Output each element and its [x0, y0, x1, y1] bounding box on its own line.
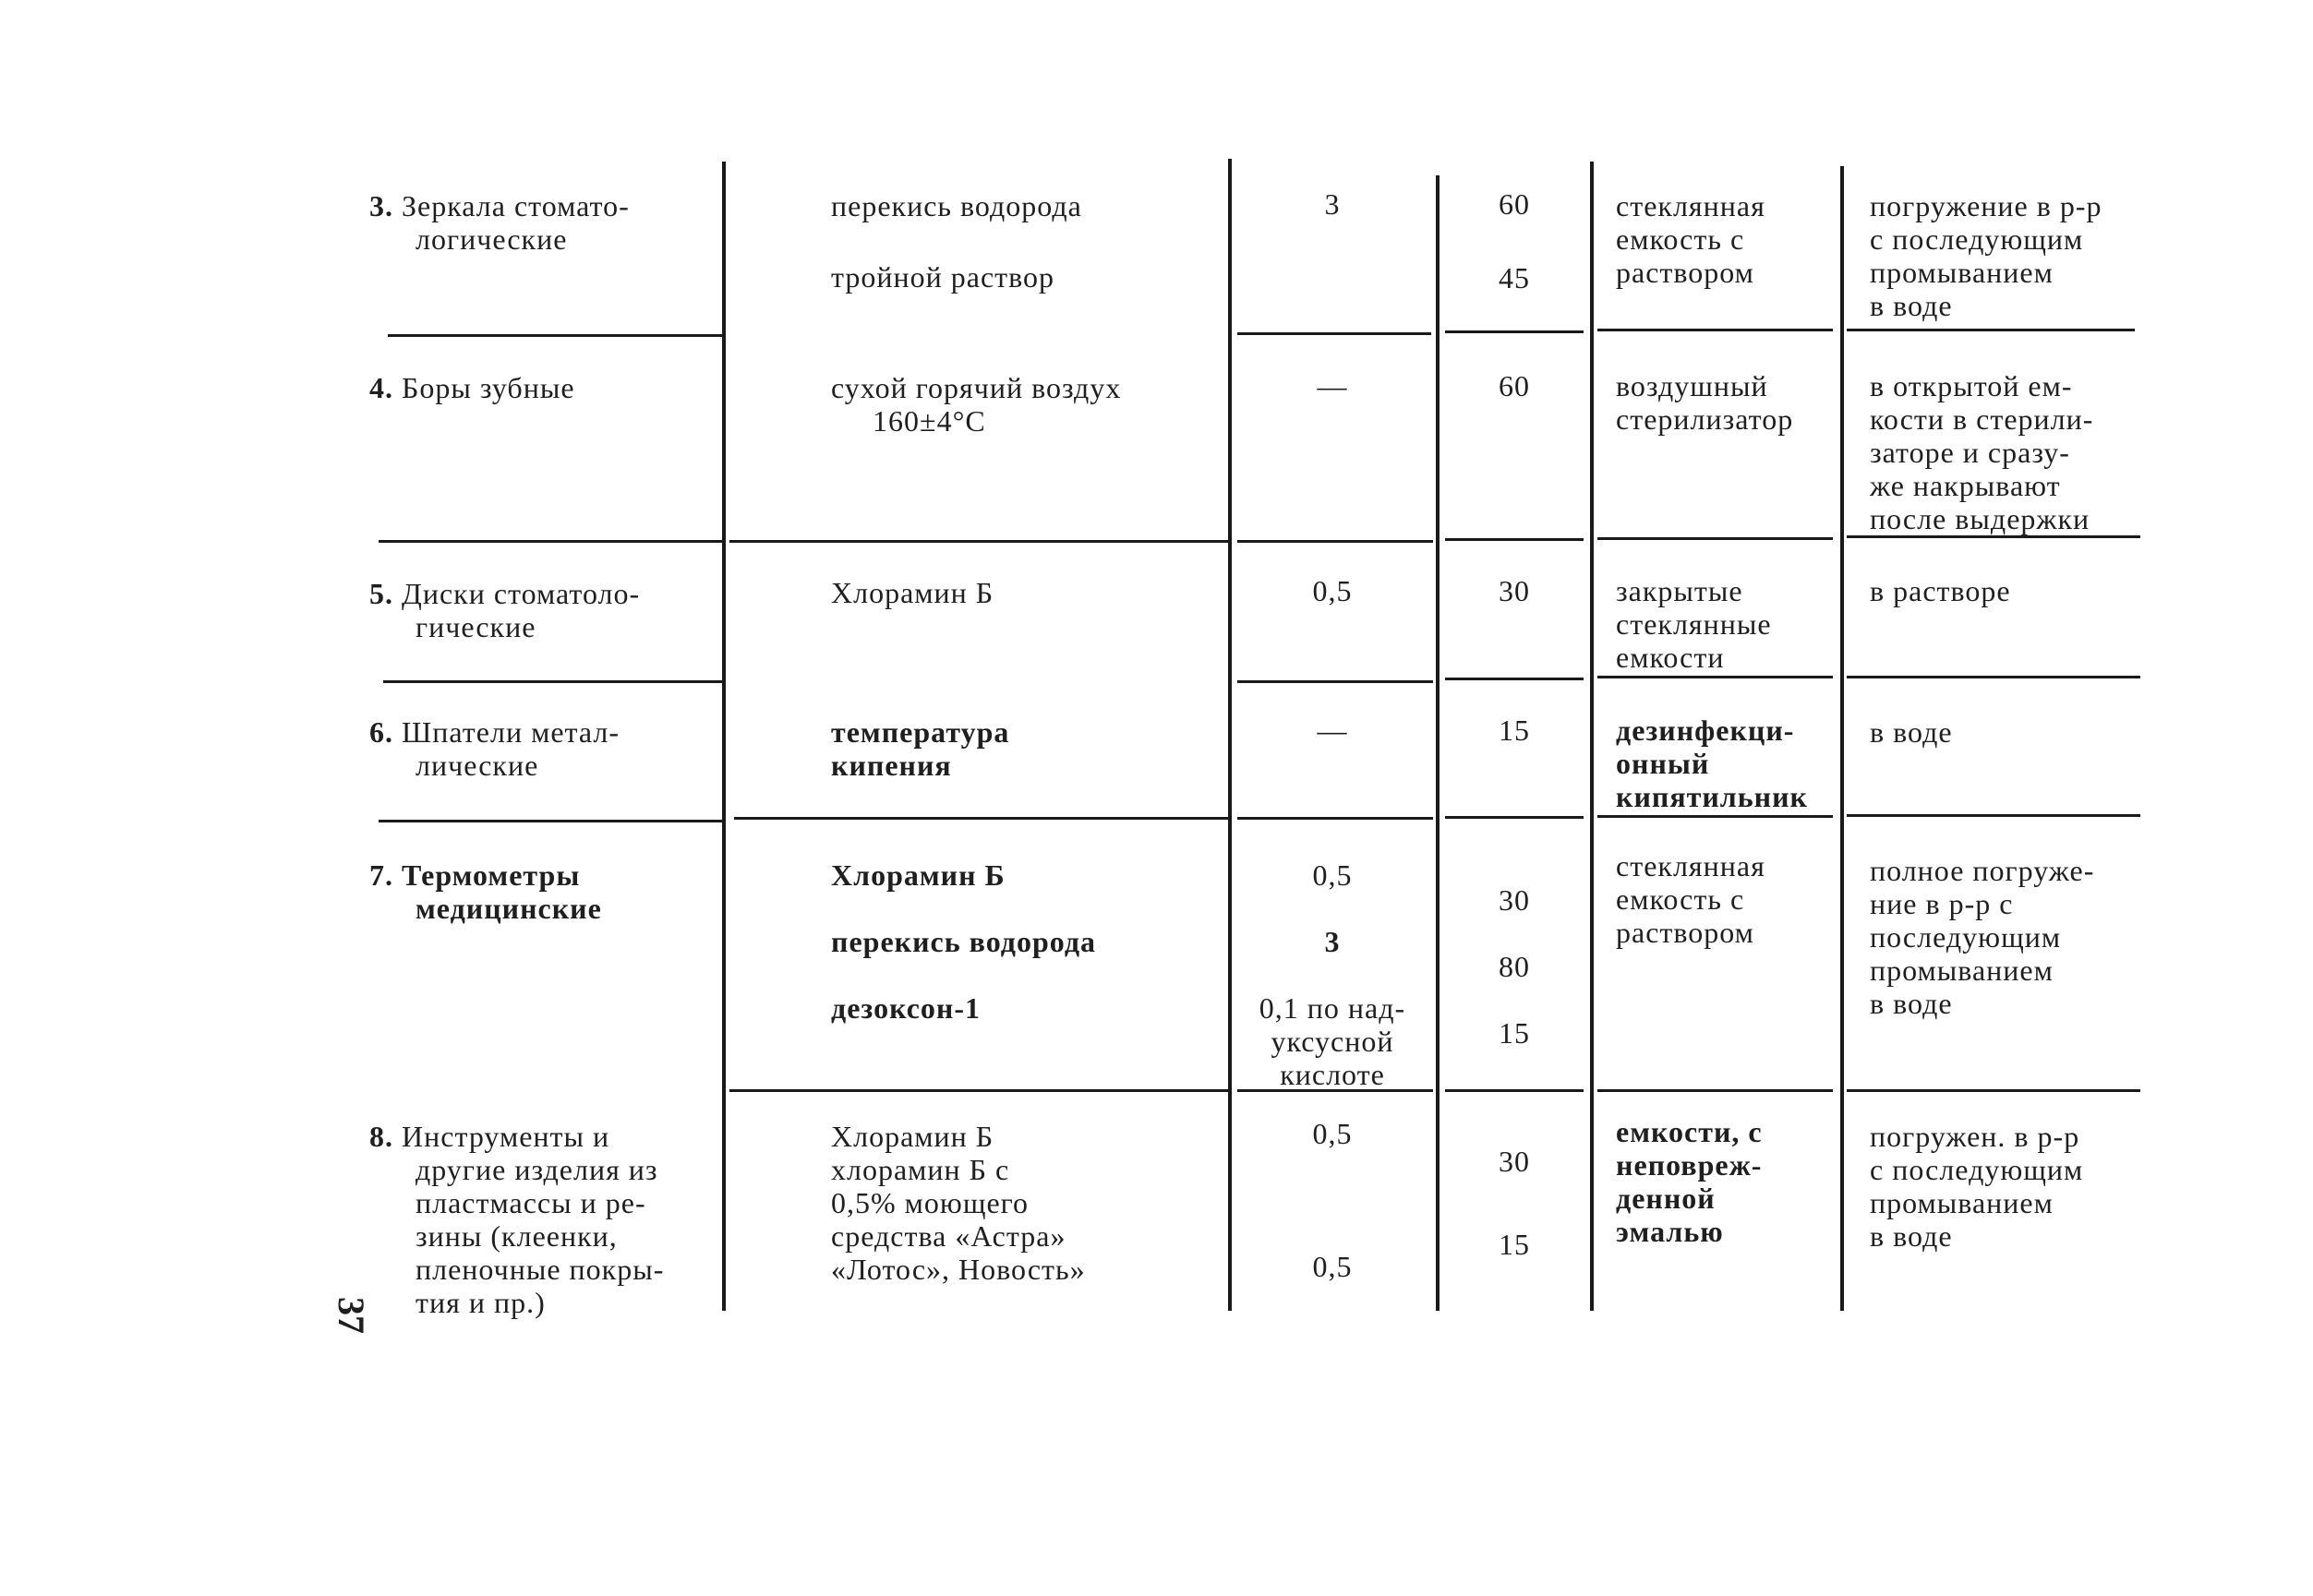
conditions-line: после выдержки	[1870, 502, 2090, 535]
name-line: Зеркала стомато-	[402, 189, 630, 222]
row-rule	[379, 540, 722, 543]
name-line: Диски стоматоло-	[402, 577, 641, 610]
name-line: зины (клеенки,	[416, 1219, 618, 1253]
concentration-line: —	[1317, 714, 1348, 747]
container-line: стеклянная	[1616, 849, 1765, 882]
row-rule	[1597, 537, 1833, 540]
concentration-line: 0,5	[1312, 1250, 1353, 1283]
page-number: 37	[331, 1297, 372, 1334]
container-line: раствором	[1616, 916, 1754, 949]
row-5-conditions	[1870, 574, 2156, 607]
conditions-line: погружение в р-р	[1870, 189, 2102, 222]
row-rule	[379, 820, 722, 822]
time-line: 80	[1499, 950, 1530, 983]
row-rule	[1597, 815, 1833, 818]
time-line: 30	[1499, 1145, 1530, 1178]
row-rule	[734, 817, 1228, 820]
name-line: Шпатели метал-	[402, 715, 620, 749]
concentration-line: 0,5	[1312, 1117, 1353, 1150]
method-line: температура	[831, 715, 1010, 749]
row-3-container	[1616, 189, 1828, 289]
row-rule	[1597, 329, 1833, 331]
column-rule-4	[1590, 162, 1594, 1311]
row-6-conditions	[1870, 715, 2156, 749]
row-rule	[1237, 332, 1431, 335]
row-rule	[1445, 1089, 1584, 1092]
row-3-conditions	[1870, 189, 2156, 322]
method-line: Хлорамин Б	[831, 858, 1006, 892]
name-line: Боры зубные	[402, 371, 575, 404]
name-line: пластмассы и ре-	[416, 1186, 646, 1219]
container-line: емкость с	[1616, 882, 1745, 916]
container-line: емкости, с	[1616, 1115, 1763, 1148]
method-line: дезоксон-1	[831, 991, 981, 1025]
column-rule-3	[1436, 175, 1440, 1311]
row-number: 4.	[369, 371, 393, 404]
row-rule	[1237, 680, 1433, 683]
time-line: 60	[1499, 369, 1530, 402]
conditions-line: в воде	[1870, 289, 1953, 322]
row-7-conditions	[1870, 854, 2156, 1020]
container-line: стеклянная	[1616, 189, 1765, 222]
conditions-line: в воде	[1870, 1219, 1953, 1253]
time-line: 15	[1499, 1016, 1530, 1050]
method-line: Хлорамин Б	[831, 1120, 994, 1153]
concentration-line: 0,5	[1312, 574, 1353, 607]
conditions-line: заторе и сразу-	[1870, 436, 2070, 469]
row-8-concentration	[1235, 1117, 1429, 1283]
row-7-container	[1616, 849, 1828, 949]
conditions-line: ние в р-р с	[1870, 887, 2014, 920]
name-line: Инструменты и	[402, 1120, 610, 1153]
row-8-container	[1616, 1115, 1828, 1248]
row-6-container	[1616, 714, 1828, 813]
row-3-time	[1450, 187, 1579, 294]
row-5-time	[1450, 574, 1579, 607]
time-line: 15	[1499, 1228, 1530, 1261]
row-rule	[729, 1089, 1228, 1092]
row-7-time	[1450, 883, 1579, 1050]
container-line: емкости	[1616, 641, 1725, 674]
row-4-concentration	[1235, 369, 1429, 402]
row-number: 3.	[369, 189, 393, 222]
concentration-line: уксусной	[1271, 1025, 1394, 1058]
row-6-method	[831, 715, 1210, 782]
container-line: денной	[1616, 1182, 1716, 1215]
conditions-line: в растворе	[1870, 574, 2011, 607]
container-line: воздушный	[1616, 369, 1768, 402]
container-line: эмалью	[1616, 1215, 1724, 1248]
row-rule	[1237, 817, 1433, 820]
name-line: тия и пр.)	[416, 1286, 546, 1319]
method-line: «Лотос», Новость»	[831, 1253, 1086, 1286]
conditions-line: последующим	[1870, 920, 2062, 954]
row-7-name	[369, 858, 706, 925]
row-number: 7.	[369, 858, 393, 892]
method-line: тройной раствор	[831, 260, 1055, 294]
time-line: 15	[1499, 714, 1530, 747]
row-4-time	[1450, 369, 1579, 402]
container-line: стеклянные	[1616, 607, 1772, 641]
concentration-line: 0,5	[1312, 858, 1353, 892]
column-rule-1	[722, 162, 726, 1311]
row-7-concentration	[1235, 858, 1429, 1091]
row-6-name	[369, 715, 706, 782]
conditions-line: с последующим	[1870, 1153, 2084, 1186]
row-rule	[1597, 676, 1833, 678]
conditions-line: же накрывают	[1870, 469, 2061, 502]
row-8-conditions	[1870, 1120, 2156, 1253]
row-rule	[1237, 540, 1433, 543]
container-line: онный	[1616, 747, 1710, 780]
container-line: емкость с	[1616, 222, 1745, 256]
conditions-line: погружен. в р-р	[1870, 1120, 2080, 1153]
time-line: 30	[1499, 574, 1530, 607]
row-rule	[383, 680, 722, 683]
concentration-line: —	[1317, 369, 1348, 402]
name-line: логические	[416, 222, 568, 256]
row-8-method	[831, 1120, 1210, 1286]
row-5-concentration	[1235, 574, 1429, 607]
concentration-line: 0,1 по над-	[1259, 991, 1406, 1025]
name-line: пленочные покры-	[416, 1253, 665, 1286]
method-line: 160±4°С	[873, 404, 986, 438]
concentration-line: 3	[1324, 925, 1341, 958]
container-line: раствором	[1616, 256, 1754, 289]
row-3-concentration	[1235, 187, 1429, 221]
conditions-line: промыванием	[1870, 256, 2054, 289]
row-4-container	[1616, 369, 1828, 436]
conditions-line: кости в стерили-	[1870, 402, 2094, 436]
row-rule	[1445, 678, 1584, 680]
row-rule	[388, 334, 722, 337]
conditions-line: в воде	[1870, 987, 1953, 1020]
method-line: средства «Астра»	[831, 1219, 1066, 1253]
row-rule	[1847, 814, 2140, 817]
row-8-name	[369, 1120, 706, 1319]
row-8-time	[1450, 1145, 1579, 1261]
conditions-line: в открытой ем-	[1870, 369, 2073, 402]
row-4-name	[369, 371, 706, 404]
conditions-line: промыванием	[1870, 954, 2054, 987]
row-number: 5.	[369, 577, 393, 610]
container-line: неповреж-	[1616, 1148, 1763, 1182]
row-rule	[1847, 535, 2140, 538]
container-line: стерилизатор	[1616, 402, 1794, 436]
row-rule	[1847, 1089, 2140, 1092]
row-rule	[729, 540, 1228, 543]
conditions-line: промыванием	[1870, 1186, 2054, 1219]
row-4-method	[831, 371, 1210, 438]
row-5-container	[1616, 574, 1828, 674]
method-line: сухой горячий воздух	[831, 371, 1122, 404]
method-line: перекись водорода	[831, 925, 1097, 958]
name-line: медицинские	[416, 892, 602, 925]
row-rule	[1445, 816, 1584, 819]
concentration-line: кислоте	[1280, 1058, 1385, 1091]
row-rule	[1847, 676, 2140, 678]
method-line: хлорамин Б с	[831, 1153, 1010, 1186]
name-line: гические	[416, 610, 536, 643]
row-6-time	[1450, 714, 1579, 747]
row-5-method	[831, 576, 1210, 609]
name-line: лические	[416, 749, 539, 782]
method-line: Хлорамин Б	[831, 576, 994, 609]
conditions-line: в воде	[1870, 715, 1953, 749]
time-line: 30	[1499, 883, 1530, 917]
row-7-method	[831, 858, 1210, 1025]
row-rule	[1445, 538, 1584, 541]
conditions-line: полное погруже-	[1870, 854, 2095, 887]
container-line: кипятильник	[1616, 780, 1808, 813]
container-line: закрытые	[1616, 574, 1743, 607]
name-line: Термометры	[402, 858, 581, 892]
row-rule	[1847, 329, 2135, 331]
row-rule	[1597, 1089, 1833, 1092]
method-line: кипения	[831, 749, 952, 782]
name-line: другие изделия из	[416, 1153, 658, 1186]
row-number: 6.	[369, 715, 393, 749]
column-rule-5	[1840, 166, 1844, 1311]
method-line: 0,5% моющего	[831, 1186, 1029, 1219]
row-4-conditions	[1870, 369, 2156, 535]
method-line: перекись водорода	[831, 189, 1082, 222]
row-number: 8.	[369, 1120, 393, 1153]
time-line: 60	[1499, 187, 1530, 221]
container-line: дезинфекци-	[1616, 714, 1795, 747]
column-rule-2	[1228, 159, 1232, 1311]
row-6-concentration	[1235, 714, 1429, 747]
concentration-line: 3	[1324, 187, 1341, 221]
time-line: 45	[1499, 261, 1530, 294]
row-3-name	[369, 189, 706, 256]
conditions-line: с последующим	[1870, 222, 2084, 256]
row-3-method	[831, 189, 1210, 294]
row-5-name	[369, 577, 706, 643]
row-rule	[1445, 330, 1584, 333]
